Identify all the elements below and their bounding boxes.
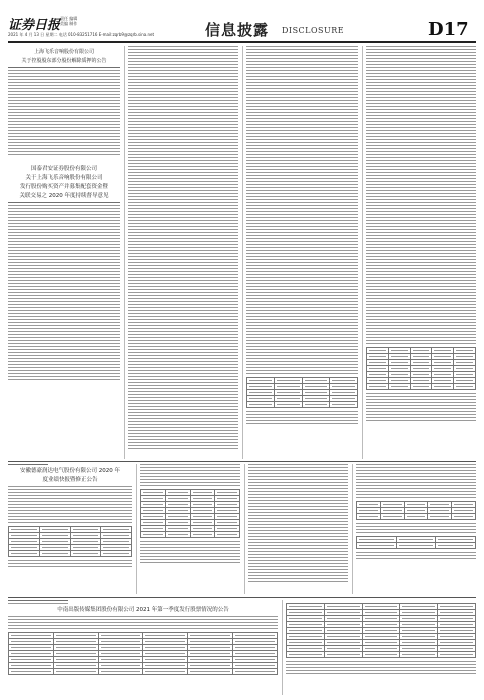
- data-table: [8, 526, 132, 557]
- data-table: [246, 377, 358, 408]
- article-3-title-line-1: 安徽德豪润达电气股份有限公司 2020 年: [20, 468, 120, 474]
- middle-column-1: [8, 464, 132, 594]
- column-divider: [282, 600, 283, 695]
- column-divider: [352, 464, 353, 594]
- section-title: 信息披露: [205, 21, 270, 39]
- column-divider: [362, 46, 363, 459]
- column-divider: [244, 464, 245, 594]
- editor-info: [60, 16, 77, 26]
- dateline: 2021 年 4 月 13 日 星期二 电话 010-83251716 E-mail:zqrb9@zqrb.sina.net: [8, 32, 155, 37]
- column-divider: [242, 46, 243, 459]
- bottom-right-block: [286, 600, 476, 695]
- column-3: [246, 46, 358, 458]
- section-title-english: DISCLOSURE: [282, 26, 345, 35]
- article-2-title-line-4: 关联交易之 2020 年度持续督导意见: [19, 193, 109, 199]
- section-rule: [8, 597, 476, 598]
- middle-column-2: [140, 464, 240, 594]
- article-1-title-line-2: 关于控股股东部分股份解除质押的公告: [21, 58, 107, 64]
- section-rule: [8, 461, 476, 462]
- column-2: [128, 46, 238, 458]
- data-table: [356, 536, 476, 549]
- data-table: [286, 603, 476, 658]
- page-number: D17: [428, 19, 469, 40]
- newspaper-logo: 证券日报: [8, 18, 61, 33]
- masthead-rule: [8, 41, 476, 43]
- editor-line-2: 美编 制作: [60, 21, 78, 26]
- article-3-title-line-2: 度业绩快报暨修正公告: [42, 477, 98, 483]
- data-table: [140, 489, 240, 538]
- data-table: [366, 347, 476, 390]
- article-1-title-line-1: 上海飞乐音响股份有限公司: [33, 49, 94, 55]
- article-4-title: 中南出版传媒集团股份有限公司 2021 年第一季度发行股票情况的公告: [57, 607, 229, 613]
- column-divider: [136, 464, 137, 594]
- article-2-title-line-2: 关于上海飞乐音响股份有限公司: [25, 175, 103, 181]
- editor-line-1: 责任 编辑: [60, 16, 78, 21]
- column-divider: [124, 46, 125, 459]
- data-table: [8, 632, 278, 675]
- bottom-left-block: [8, 600, 278, 695]
- article-2-title-line-3: 发行股份购买资产并募集配套资金暨: [19, 184, 108, 190]
- article-2-title-line-1: 国泰君安证券股份有限公司: [30, 166, 97, 172]
- column-4: [366, 46, 476, 458]
- middle-column-4: [356, 464, 476, 594]
- masthead: [0, 0, 484, 40]
- data-table: [356, 501, 476, 520]
- middle-column-3: [248, 464, 348, 594]
- column-1: [8, 46, 120, 458]
